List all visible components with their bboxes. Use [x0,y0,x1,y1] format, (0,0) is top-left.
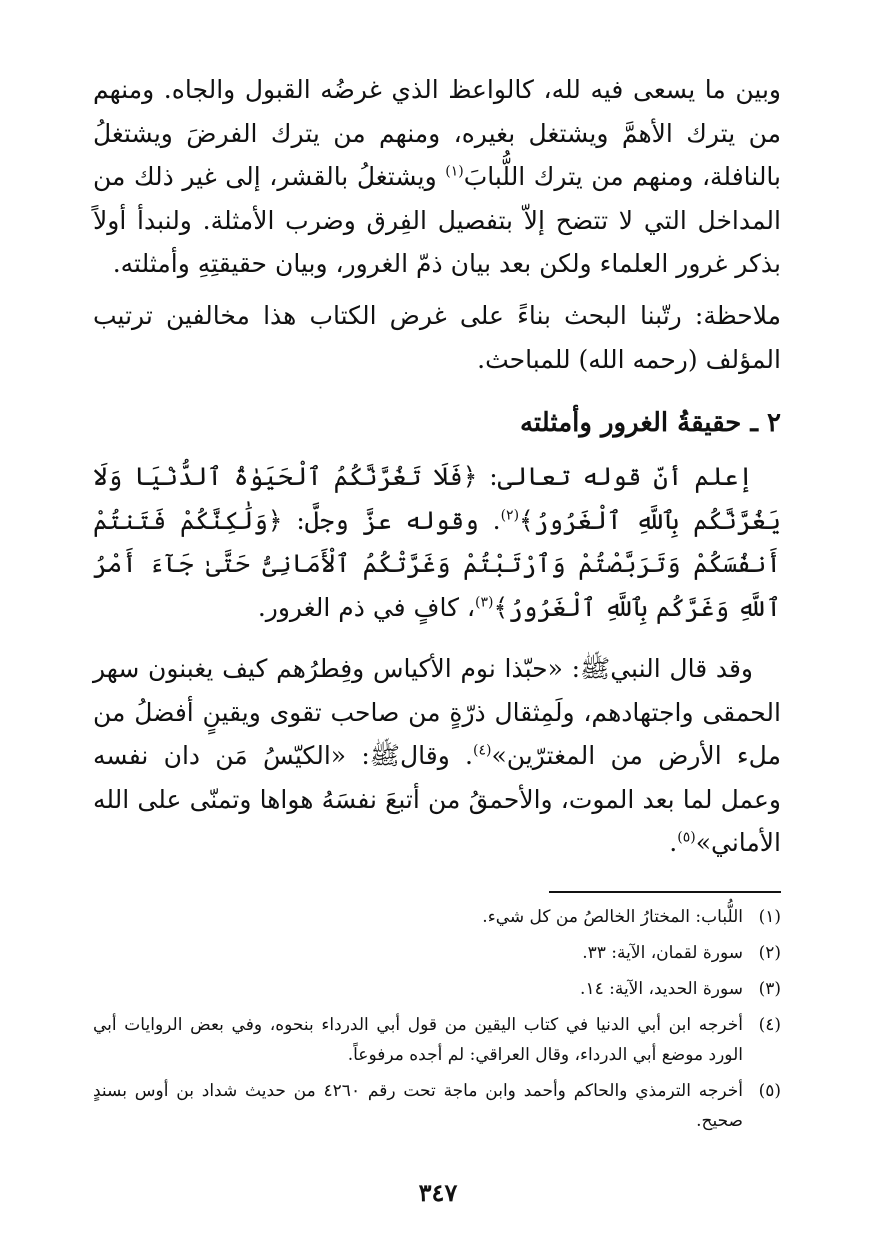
footnote-reference[interactable]: (٤) [473,742,492,759]
footnote-text: اللُّباب: المختارُ الخالصُ من كل شيء. [482,907,743,927]
footnote-text: أخرجه ابن أبي الدنيا في كتاب اليقين من قول أبي الدرداء بنحوه، وفي بعض الروايات أبي الورد موضع أبي الدرداء، وقال العراقي: لم أجده مرفوعاً. [93,1015,743,1065]
paragraph-text: ويشتغلُ بالقشر، إلى غير ذلك من المداخل التي لا تتضح إلاّ بتفصيل الفِرق وضرب الأمثلة. ولنبدأ أولاً بذكر غرور العلماء ولكن بعد بيان ذمّ الغرور، وبيان حقيقتِهِ وأمثلته. [93,162,781,278]
paragraph-text: ، كافٍ في ذم الغرور. [257,592,476,622]
footnote-reference[interactable]: (١) [445,163,464,180]
paragraph-text: وبين ما يسعى فيه لله، كالواعظ الذي غرضُه القبول والجاه. ومنهم من يترك الأهمَّ ويشتغل بغيره، ومنهم من يترك الفرضَ ويشتغلُ بالنافلة، ومنهم من يترك اللُّبابَ [93,75,782,191]
footnotes-list [93,902,781,1142]
paragraph-text: وقد قال النبيﷺ: «حبّذا نوم الأكياس وفِطرُهم كيف يغبنون سهر الحمقى واجتهادهم، ولَمِثقال ذرّةٍ من صاحب تقوى ويقينٍ أفضلُ من ملء الأرض من المغترّين» [93,654,781,770]
section-heading: ٢ ـ حقيقةُ الغرور وأمثلته [519,408,781,438]
note-paragraph: ملاحظة: رتّبنا البحث بناءً على غرض الكتاب هذا مخالفين ترتيب المؤلف (رحمه الله) للمباحث. [93,301,781,374]
footnote-item [93,974,781,1004]
footnote-number: (١) [758,907,781,927]
paragraph-text: . وقوله عزَّ وجلَّ: ﴿وَلَٰكِنَّكُمْ فَتَنتُمْ أَنفُسَكُمْ وَتَرَبَّصْتُمْ وَٱرْتَبْتُمْ وَغَرَّتْكُمُ ٱلْأَمَانِىُّ حَتَّىٰ جَآءَ أَمْرُ ٱللَّهِ وَغَرَّكُم بِٱللَّهِ ٱلْغَرُورُ﴾ [93,505,781,622]
footnote-item [93,938,781,968]
footnote-text: سورة الحديد، الآية: ١٤. [580,979,743,999]
footnote-number: (٢) [758,943,781,963]
body-paragraph [93,647,781,865]
footnote-item [93,1010,781,1070]
paragraph-text: . [669,828,678,857]
body-paragraph [93,68,781,286]
footnote-text: سورة لقمان، الآية: ٣٣. [582,943,743,963]
body-paragraph [93,455,781,629]
paragraph-text: . وقالﷺ: «الكيّسُ مَن دان نفسه وعمل لما بعد الموت، والأحمقُ من أتبعَ نفسَهُ هواها وتمنّى على الله الأماني» [93,741,781,857]
footnote-number: (٥) [758,1081,781,1101]
footnote-item [93,902,781,932]
footnote-reference[interactable]: (٥) [677,829,696,846]
footnote-item [93,1076,781,1136]
footnote-reference[interactable]: (٢) [500,507,520,524]
footnote-text: أخرجه الترمذي والحاكم وأحمد وابن ماجة تحت رقم ٤٢٦٠ من حديث شداد بن أوس بسندٍ صحيح. [93,1081,743,1131]
page-number: ٣٤٧ [418,1178,458,1207]
footnote-separator [549,891,781,893]
footnote-number: (٤) [758,1015,781,1035]
paragraph-text: إعلم أنّ قوله تعالى: ﴿فَلَا تَغُرَّنَّكُمُ ٱلْحَيَوٰةُ ٱلدُّنْيَا وَلَا يَغُرَّنَّكُم بِٱللَّهِ ٱلْغَرُورُ﴾ [93,462,781,535]
footnote-number: (٣) [758,979,781,999]
footnote-reference[interactable]: (٣) [475,594,494,611]
